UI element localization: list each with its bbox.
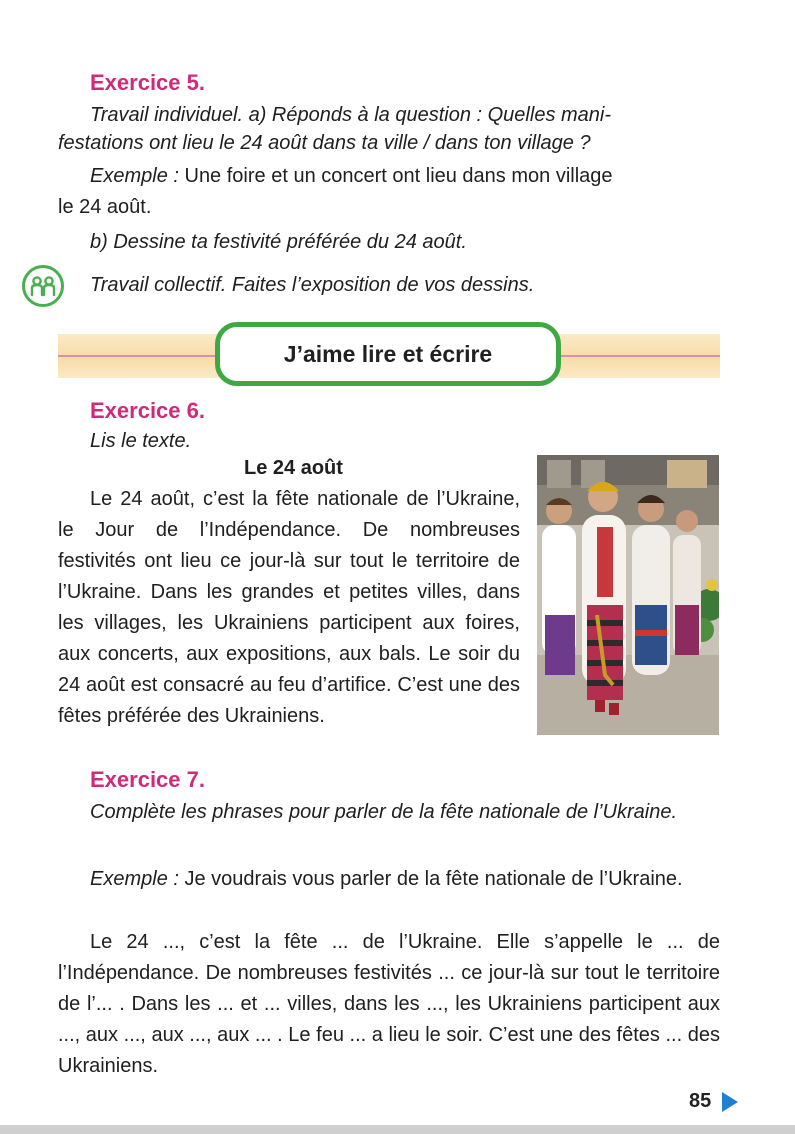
exercise-6-title: Exercice 6. (90, 398, 205, 423)
bottom-bar (0, 1125, 795, 1134)
reading-text (58, 484, 520, 732)
page-number: 85 (689, 1090, 712, 1112)
reading-text-body: Le 24 août, c’est la fête nationale de l’Ukraine, le Jour de l’Indépendance. De nombreuses festivités ont lieu ce jour-là sur tout le territoire de l’Ukraine. Dans les grandes et petites villes, dans les villages, les Ukrainiens participent aux foires, aux concerts, aux expositions, aux bals. Le soir du 24 août est consacré au feu d’artifice. C’est une des fêtes préférée des Ukrainiens. (58, 488, 520, 727)
exercise-7-example (58, 864, 720, 895)
example-label: Exemple : (90, 165, 179, 187)
exercise-7-instruction: Complète les phrases pour parler de la fête nationale de l’Ukraine. (90, 801, 678, 823)
banner-divider-right (561, 355, 720, 357)
section-title: J’aime lire et écrire (215, 322, 561, 386)
reading-text-title: Le 24 août (244, 457, 343, 479)
banner-divider-left (58, 355, 215, 357)
exercise-7-text: Le 24 ..., c’est la fête ... de l’Ukraine. Elle s’appelle le ... de l’Indépendance. De nombreuses festivités ... ce jour-là sur tout le territoire de l’... . Dans les ... et ... villes, dans les ..., les Ukrainiens participent aux ..., aux ..., aux ..., aux ... . Le feu ... a lieu le soir. C’est une des fêtes ... des Ukrainiens. (58, 931, 720, 1077)
example-label: Exemple : (90, 868, 179, 890)
exercise-6-instruction: Lis le texte. (90, 430, 192, 452)
exercise-5-title: Exercice 5. (90, 70, 205, 95)
exercise-5-example-line2: le 24 août. (58, 196, 152, 218)
exercise-7-instruction-block (58, 797, 720, 828)
example-text: Une foire et un concert ont lieu dans mon village (178, 165, 613, 187)
exercise-7-example-block (58, 864, 720, 895)
group-icon (22, 265, 64, 307)
exercise-5-question-line2: festations ont lieu le 24 août dans ta ville / dans ton village ? (58, 132, 591, 154)
exercise-5-question-line1: Travail individuel. a) Réponds à la question : Quelles mani- (90, 104, 612, 126)
next-page-arrow-icon (722, 1092, 738, 1112)
exercise-7-text-block (58, 927, 720, 1082)
exercise-5-collective: Travail collectif. Faites l’exposition de vos dessins. (90, 274, 535, 296)
festival-photo (537, 455, 719, 735)
example-text: Je voudrais vous parler de la fête nationale de l’Ukraine. (178, 868, 683, 890)
exercise-5-example-line1 (90, 161, 613, 191)
exercise-7-title: Exercice 7. (90, 767, 205, 792)
exercise-5-part-b: b) Dessine ta festivité préférée du 24 août. (90, 231, 467, 253)
